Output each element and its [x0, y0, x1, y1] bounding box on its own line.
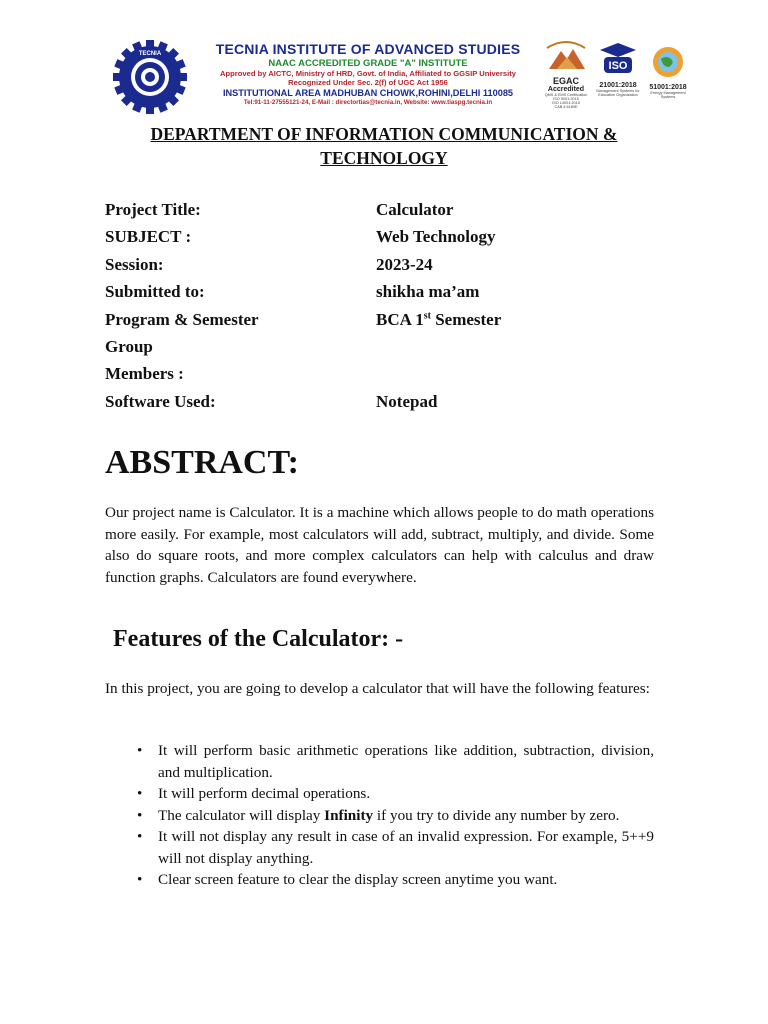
info-label: Session:	[105, 254, 164, 274]
list-item: • It will perform decimal operations.	[137, 785, 371, 802]
info-label: Software Used:	[105, 391, 216, 411]
globe-icon	[651, 45, 685, 79]
abstract-paragraph: Our project name is Calculator. It is a machine which allows people to do math operations more easily. For example, most calculators will add, subtract, multiply, and divide. Some also do square roots, and more complex calculators can help with calculus and draw function graphs. Calculators are found everywhere.	[105, 504, 654, 586]
egac-title: EGAC	[552, 76, 579, 86]
iso-title: ISO	[608, 60, 628, 72]
department-title	[0, 122, 768, 170]
energy-badge	[644, 45, 692, 99]
info-label: Project Title:	[105, 200, 201, 219]
iso-caption: 21001:2018	[599, 82, 637, 89]
features-heading: Features of the Calculator: -	[113, 626, 404, 652]
egac-note: QMS & EMS Certification ISO 9001:2015 ISO 14001:2015 CAB # 6189E	[544, 93, 588, 109]
features-intro: In this project, you are going to develop a calculator that will have the following features:	[105, 680, 650, 697]
info-value: Calculator	[376, 200, 454, 219]
egac-badge	[540, 39, 592, 109]
graduation-cap-icon	[598, 41, 638, 77]
info-label: Group	[105, 336, 153, 356]
features-list	[105, 740, 654, 891]
contact-line: Tel:91-11-27555121-24, E-Mail : directortias@tecnia.in, Website: www.tiaspg.tecnia.in	[243, 99, 493, 106]
department-line-2: TECHNOLOGY	[320, 148, 448, 168]
approval-line: Approved by AICTC, Ministry of HRD, Govt. of India, Affiliated to GGSIP University	[220, 69, 516, 78]
institute-name: TECNIA INSTITUTE OF ADVANCED STUDIES	[215, 41, 521, 57]
logo-text: TECNIA	[138, 51, 162, 57]
info-label: Members :	[105, 364, 184, 384]
energy-caption: 51001:2018	[649, 84, 687, 91]
info-value: 2023-24	[376, 254, 433, 274]
info-label: Program & Semester	[105, 309, 259, 329]
energy-note: Energy Management Systems	[650, 91, 686, 99]
iso-badge	[594, 41, 642, 97]
naac-grade: NAAC ACCREDITED GRADE "A" INSTITUTE	[268, 58, 468, 69]
info-value: shikha ma’am	[376, 282, 480, 302]
abstract-heading: ABSTRACT:	[105, 444, 299, 481]
mountain-emblem-icon	[543, 39, 589, 71]
recognition-line: Recognized Under Sec. 2(f) of UGC Act 1956	[288, 78, 448, 87]
institute-address: INSTITUTIONAL AREA MADHUBAN CHOWK,ROHINI,DELHI 110085	[222, 88, 514, 98]
list-item: • Clear screen feature to clear the display screen anytime you want.	[137, 871, 558, 888]
list-item: • The calculator will display Infinity if you try to divide any number by zero.	[137, 806, 620, 824]
list-item: • It will perform basic arithmetic operations like addition, subtraction, division, and multiplication.	[137, 742, 654, 781]
info-label: Submitted to:	[105, 282, 205, 302]
info-value: Notepad	[376, 391, 438, 411]
egac-caption: Accredited	[547, 86, 585, 93]
institute-block	[188, 41, 548, 106]
tecnia-gear-logo	[112, 39, 188, 115]
info-label: SUBJECT :	[105, 227, 192, 247]
info-value: BCA 1st Semester	[376, 309, 502, 329]
department-line-1: DEPARTMENT OF INFORMATION COMMUNICATION &	[150, 124, 618, 144]
iso-note: Management Systems for Education Organization	[596, 89, 640, 97]
info-value: Web Technology	[376, 227, 496, 247]
letterhead	[104, 35, 688, 113]
list-item: • It will not display any result in case of an invalid expression. For example, 5++9 will not display anything.	[137, 828, 654, 867]
